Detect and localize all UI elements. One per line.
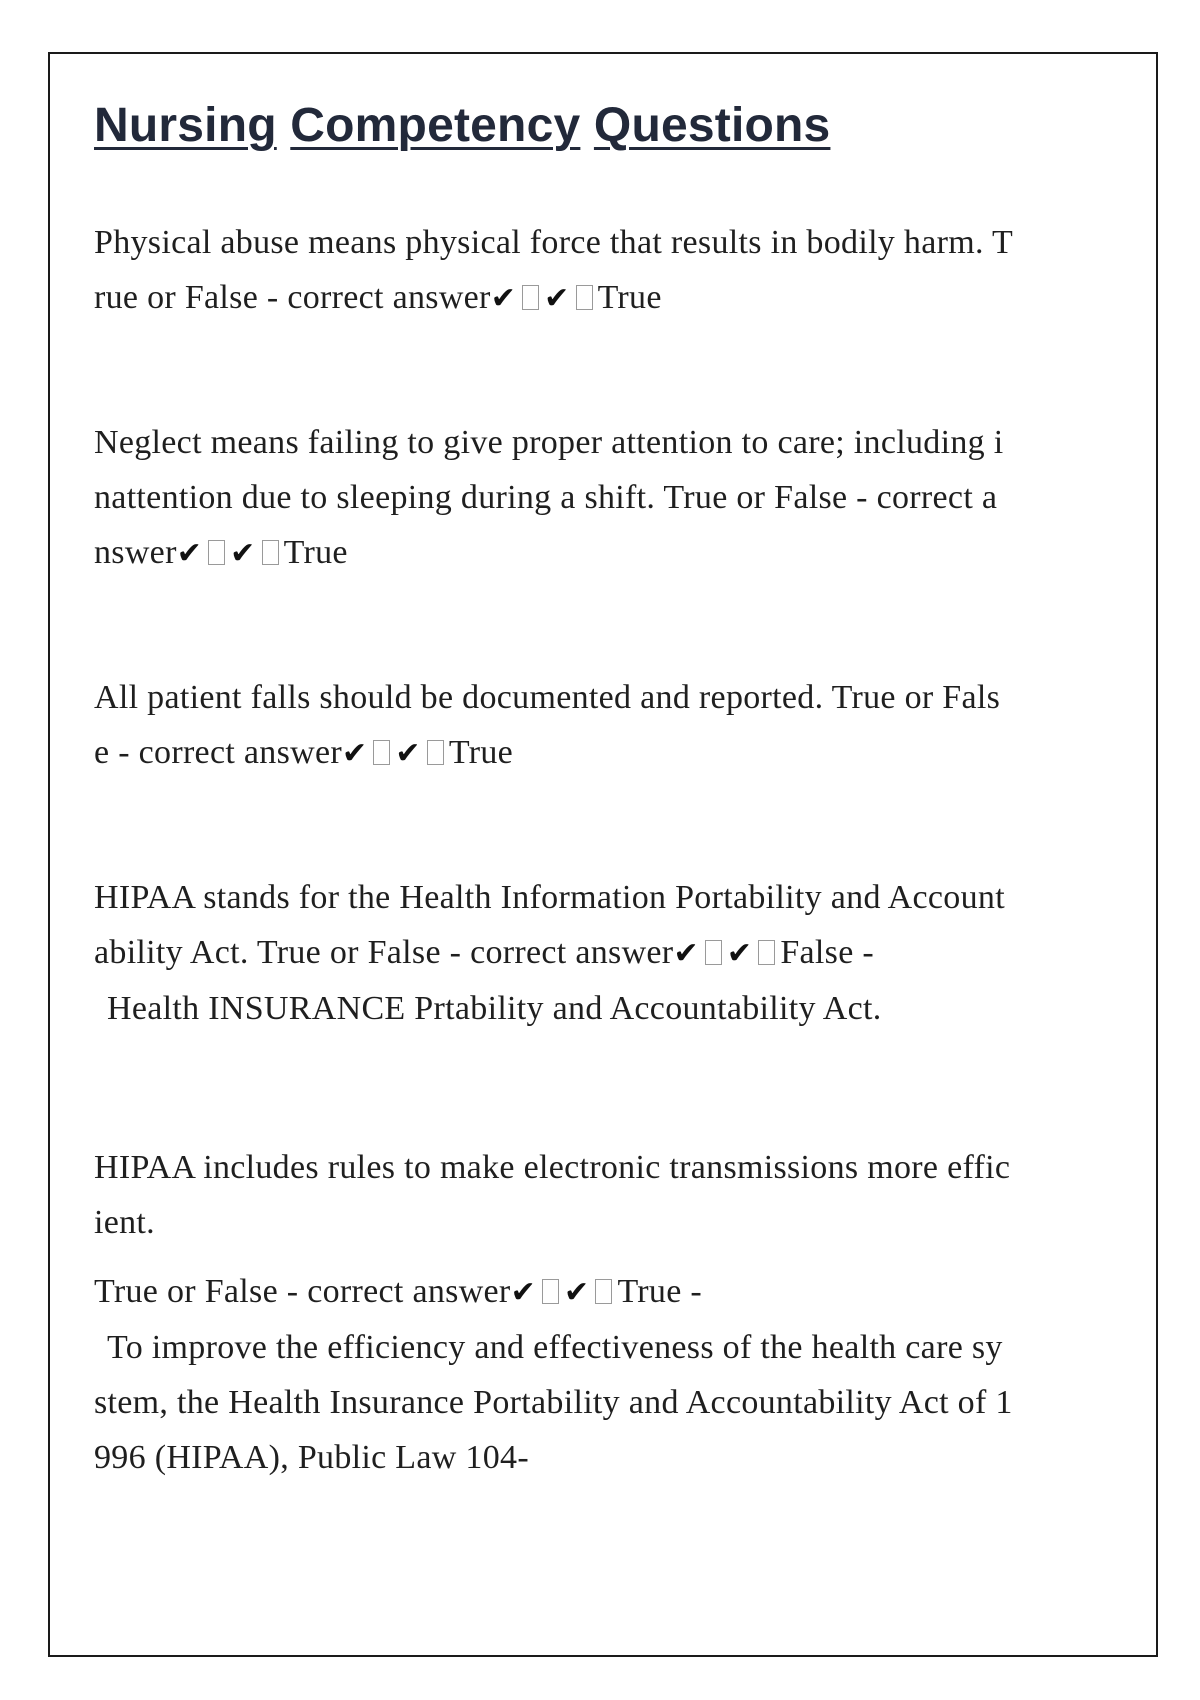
checkmark-icon: ✔ [395,735,421,771]
document-content [94,100,1014,1485]
answer-prefix: correct answer [138,733,342,771]
question-text: HIPAA stands for the Health Information Portability and Accountability Act. True or False - [94,878,1005,971]
question-block-5 [94,1140,1014,1485]
question-block-2 [94,415,1014,581]
question-text: Neglect means failing to give proper attention to care; including inattention due to sleeping during a shift. True or False - [94,423,1004,516]
empty-box-icon [373,740,390,765]
empty-box-icon [576,285,593,310]
answer-prefix: correct answer [94,478,998,571]
question-text: Physical abuse means physical force that results in bodily harm. True or False - [94,223,1014,316]
question-text: All patient falls should be documented and reported. True or False - [94,678,1001,771]
title-word-1: Nursing [94,99,277,152]
question-block-3 [94,670,1014,781]
empty-box-icon [758,940,775,965]
explanation-text: To improve the efficiency and effectiveness of the health care system, the Health Insurance Portability and Accountability Act of 1996 (HIPAA), Public Law 104- [94,1328,1013,1476]
question-block-1 [94,215,1014,326]
empty-box-icon [262,540,279,565]
question-block-4 [94,870,1014,1036]
answer-prefix: correct answer [470,933,674,971]
page-title [94,100,1014,153]
checkmark-icon: ✔ [490,280,517,316]
empty-box-icon [427,740,444,765]
title-word-2: Competency [290,99,581,152]
answer-prefix: correct answer [287,278,491,316]
empty-box-icon [522,285,539,310]
checkmark-icon: ✔ [564,1274,590,1310]
checkmark-icon: ✔ [230,535,256,571]
answer-text: True [448,733,514,771]
checkmark-icon: ✔ [544,280,570,316]
empty-box-icon [595,1279,612,1304]
answer-prefix: correct answer [307,1272,511,1310]
empty-box-icon [208,540,225,565]
checkmark-icon: ✔ [176,535,203,571]
checkmark-icon: ✔ [726,935,753,971]
answer-text: True [597,278,662,316]
question-text: HIPAA includes rules to make electronic transmissions more efficient. [94,1148,1011,1241]
answer-text: True [283,533,348,571]
title-word-3: Questions [593,99,831,152]
question-tail: True or False - [94,1272,308,1310]
answer-text: True - [617,1272,703,1310]
checkmark-icon: ✔ [510,1274,536,1310]
explanation-text: Health INSURANCE Prtability and Accountability Act. [107,989,882,1027]
checkmark-icon: ✔ [341,735,368,771]
empty-box-icon [542,1279,559,1304]
empty-box-icon [705,940,722,965]
answer-text: False - [780,933,875,971]
checkmark-icon: ✔ [673,935,699,971]
